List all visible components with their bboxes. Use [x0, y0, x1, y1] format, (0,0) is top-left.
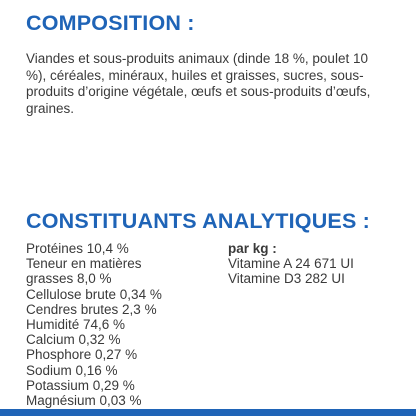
constituent-item: Teneur en matières: [26, 256, 142, 272]
vitamin-d3-value: Vitamine D3 282 UI: [228, 271, 345, 287]
constituent-item: Magnésium 0,03 %: [26, 393, 142, 409]
composition-heading: COMPOSITION :: [26, 11, 195, 35]
constituent-item: Phosphore 0,27 %: [26, 347, 138, 363]
constituent-item: Potassium 0,29 %: [26, 377, 135, 393]
vitamin-a-value: Vitamine A 24 671 UI: [228, 256, 354, 272]
constituents-list: [26, 241, 206, 408]
constituent-item: Calcium 0,32 %: [26, 332, 121, 348]
constituent-item: grasses 8,0 %: [26, 271, 112, 287]
constituent-item: Protéines 10,4 %: [26, 241, 129, 256]
analytical-constituents-heading: CONSTITUANTS ANALYTIQUES :: [26, 209, 371, 233]
constituent-item: Cendres brutes 2,3 %: [26, 301, 157, 317]
constituent-item: Humidité 74,6 %: [26, 317, 126, 333]
constituent-item: Cellulose brute 0,34 %: [26, 286, 162, 302]
per-kg-title: par kg :: [228, 241, 277, 256]
bottom-accent-bar: [0, 409, 416, 416]
composition-text: Viandes et sous-produits animaux (dinde 18 %, poulet 10 %), céréales, minéraux, huiles et graisses, sucres, sous-produits d’origine végétale, œufs et sous-produits d’œufs, graines.: [26, 51, 371, 116]
constituent-item: Sodium 0,16 %: [26, 362, 118, 378]
per-kg-vitamins: [228, 241, 398, 287]
